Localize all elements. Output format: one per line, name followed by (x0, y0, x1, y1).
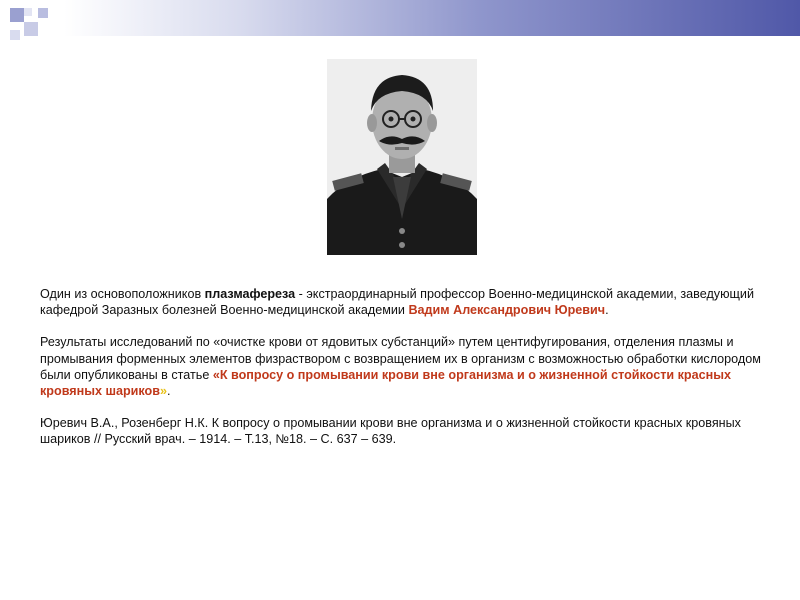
top-decorative-bar (0, 0, 800, 36)
bio-prefix: Один из основоположников (40, 287, 205, 301)
decorative-square (10, 8, 24, 22)
description-text (40, 286, 780, 464)
results-text: Результаты исследований по «очистке крови от ядовитых субстанций» путем центифугирования, отделения плазмы и промывания форменных элементов физраствором с возвращением их в организм с возможностью обработки кислородом были опубликованы в статье (40, 335, 761, 382)
paragraph-biography (40, 286, 780, 318)
bio-suffix: . (605, 303, 609, 318)
portrait-photo (327, 59, 477, 255)
article-title-end: » (160, 384, 168, 399)
paragraph-results (40, 334, 780, 399)
decorative-square (10, 30, 20, 40)
decorative-square (24, 8, 32, 16)
decorative-square (38, 8, 48, 18)
paragraph-citation (40, 415, 780, 447)
bio-middle: - экстраординарный профессор Военно-медицинской академии, заведующий кафедрой Заразных болезней Военно-медицинской академии (40, 287, 754, 318)
term-plasmapheresis: плазмафереза (204, 287, 296, 301)
person-name: Вадим Александрович Юревич (408, 303, 606, 318)
citation-text: Юревич В.А., Розенберг Н.К. К вопросу о промывании крови вне организма и о жизненной стойкости красных кровяных шариков // Русский врач. – 1914. – Т.13, №18. – С. 637 – 639. (40, 416, 741, 447)
portrait-photo-icon (327, 59, 477, 255)
decorative-square (24, 22, 38, 36)
article-title: «К вопросу о промывании крови вне организма и о жизненной стойкости красных кровяных шариков (40, 367, 731, 399)
results-suffix: . (167, 384, 171, 399)
